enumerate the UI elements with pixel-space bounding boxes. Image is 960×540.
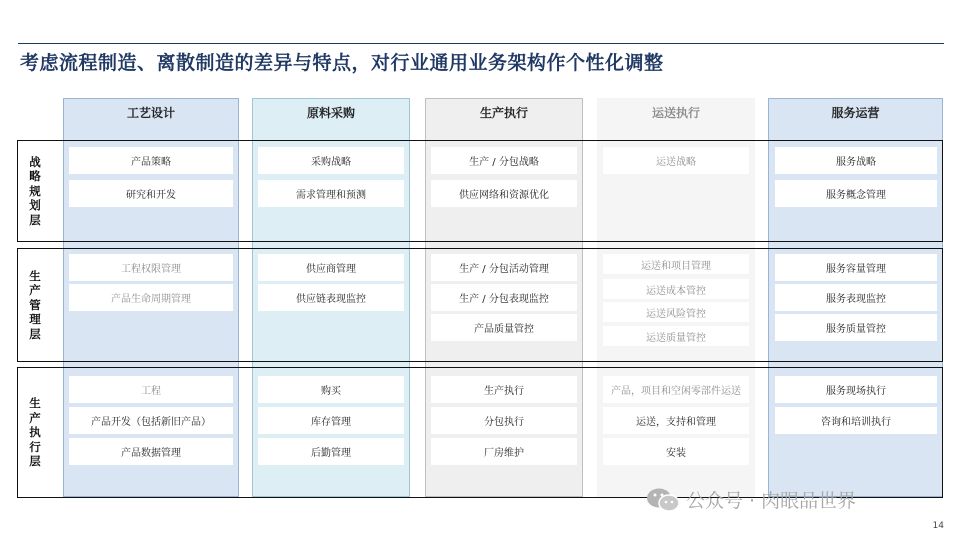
capability-cell: 产品策略 <box>69 147 233 174</box>
capability-cell: 采购战略 <box>258 147 404 174</box>
capability-cell: 运送战略 <box>603 147 749 174</box>
watermark-text: 公众号 · 肉眼品世界 <box>686 490 857 512</box>
wechat-icon <box>646 487 680 513</box>
capability-cell: 运送质量管控 <box>603 326 749 346</box>
capability-cell: 生产 / 分包表现监控 <box>431 284 577 311</box>
capability-cell: 厂房维护 <box>431 438 577 465</box>
capability-cell: 运送和项目管理 <box>603 254 749 274</box>
layer-label <box>17 248 53 362</box>
capability-cell: 服务现场执行 <box>775 376 937 403</box>
capability-cell: 产品质量管控 <box>431 314 577 341</box>
capability-cell: 供应商管理 <box>258 254 404 281</box>
page-number: 14 <box>932 521 944 531</box>
capability-cell: 生产执行 <box>431 376 577 403</box>
capability-cell: 服务概念管理 <box>775 180 937 207</box>
watermark <box>646 486 856 513</box>
column-header: 运送执行 <box>651 106 700 120</box>
capability-cell: 安装 <box>603 438 749 465</box>
layer-label <box>17 140 53 242</box>
capability-cell: 购买 <box>258 376 404 403</box>
capability-cell: 生产 / 分包活动管理 <box>431 254 577 281</box>
capability-cell: 后勤管理 <box>258 438 404 465</box>
page-title: 考虑流程制造、离散制造的差异与特点，对行业通用业务架构作个性化调整 <box>20 52 664 74</box>
capability-cell: 工程权限管理 <box>69 254 233 281</box>
capability-cell: 运送风险管控 <box>603 302 749 322</box>
capability-cell: 产品，项目和空闲零部件运送 <box>603 376 749 403</box>
column-header: 服务运营 <box>831 106 880 120</box>
capability-cell: 产品生命周期管理 <box>69 284 233 311</box>
column-header: 原料采购 <box>306 106 355 120</box>
capability-cell: 库存管理 <box>258 407 404 434</box>
capability-cell: 生产 / 分包战略 <box>431 147 577 174</box>
capability-cell: 分包执行 <box>431 407 577 434</box>
capability-cell: 咨询和培训执行 <box>775 407 937 434</box>
capability-cell: 研究和开发 <box>69 180 233 207</box>
capability-cell: 服务战略 <box>775 147 937 174</box>
capability-cell: 产品开发（包括新旧产品） <box>69 407 233 434</box>
layer-label <box>17 367 53 498</box>
capability-cell: 服务表现监控 <box>775 284 937 311</box>
capability-cell: 工程 <box>69 376 233 403</box>
capability-cell: 运送成本管控 <box>603 279 749 299</box>
column-header: 生产执行 <box>479 106 528 120</box>
layer-label-text: 战略规划层 <box>29 154 41 227</box>
capability-cell: 需求管理和预测 <box>258 180 404 207</box>
capability-cell: 服务容量管理 <box>775 254 937 281</box>
capability-cell: 产品数据管理 <box>69 438 233 465</box>
capability-cell: 供应网络和资源优化 <box>431 180 577 207</box>
column-header: 工艺设计 <box>126 106 175 120</box>
capability-cell: 运送，支持和管理 <box>603 407 749 434</box>
layer-label-text: 生产执行层 <box>29 396 41 469</box>
capability-cell: 供应链表现监控 <box>258 284 404 311</box>
top-rule <box>18 43 944 44</box>
layer-label-text: 生产管理层 <box>29 268 41 341</box>
capability-cell: 服务质量管控 <box>775 314 937 341</box>
